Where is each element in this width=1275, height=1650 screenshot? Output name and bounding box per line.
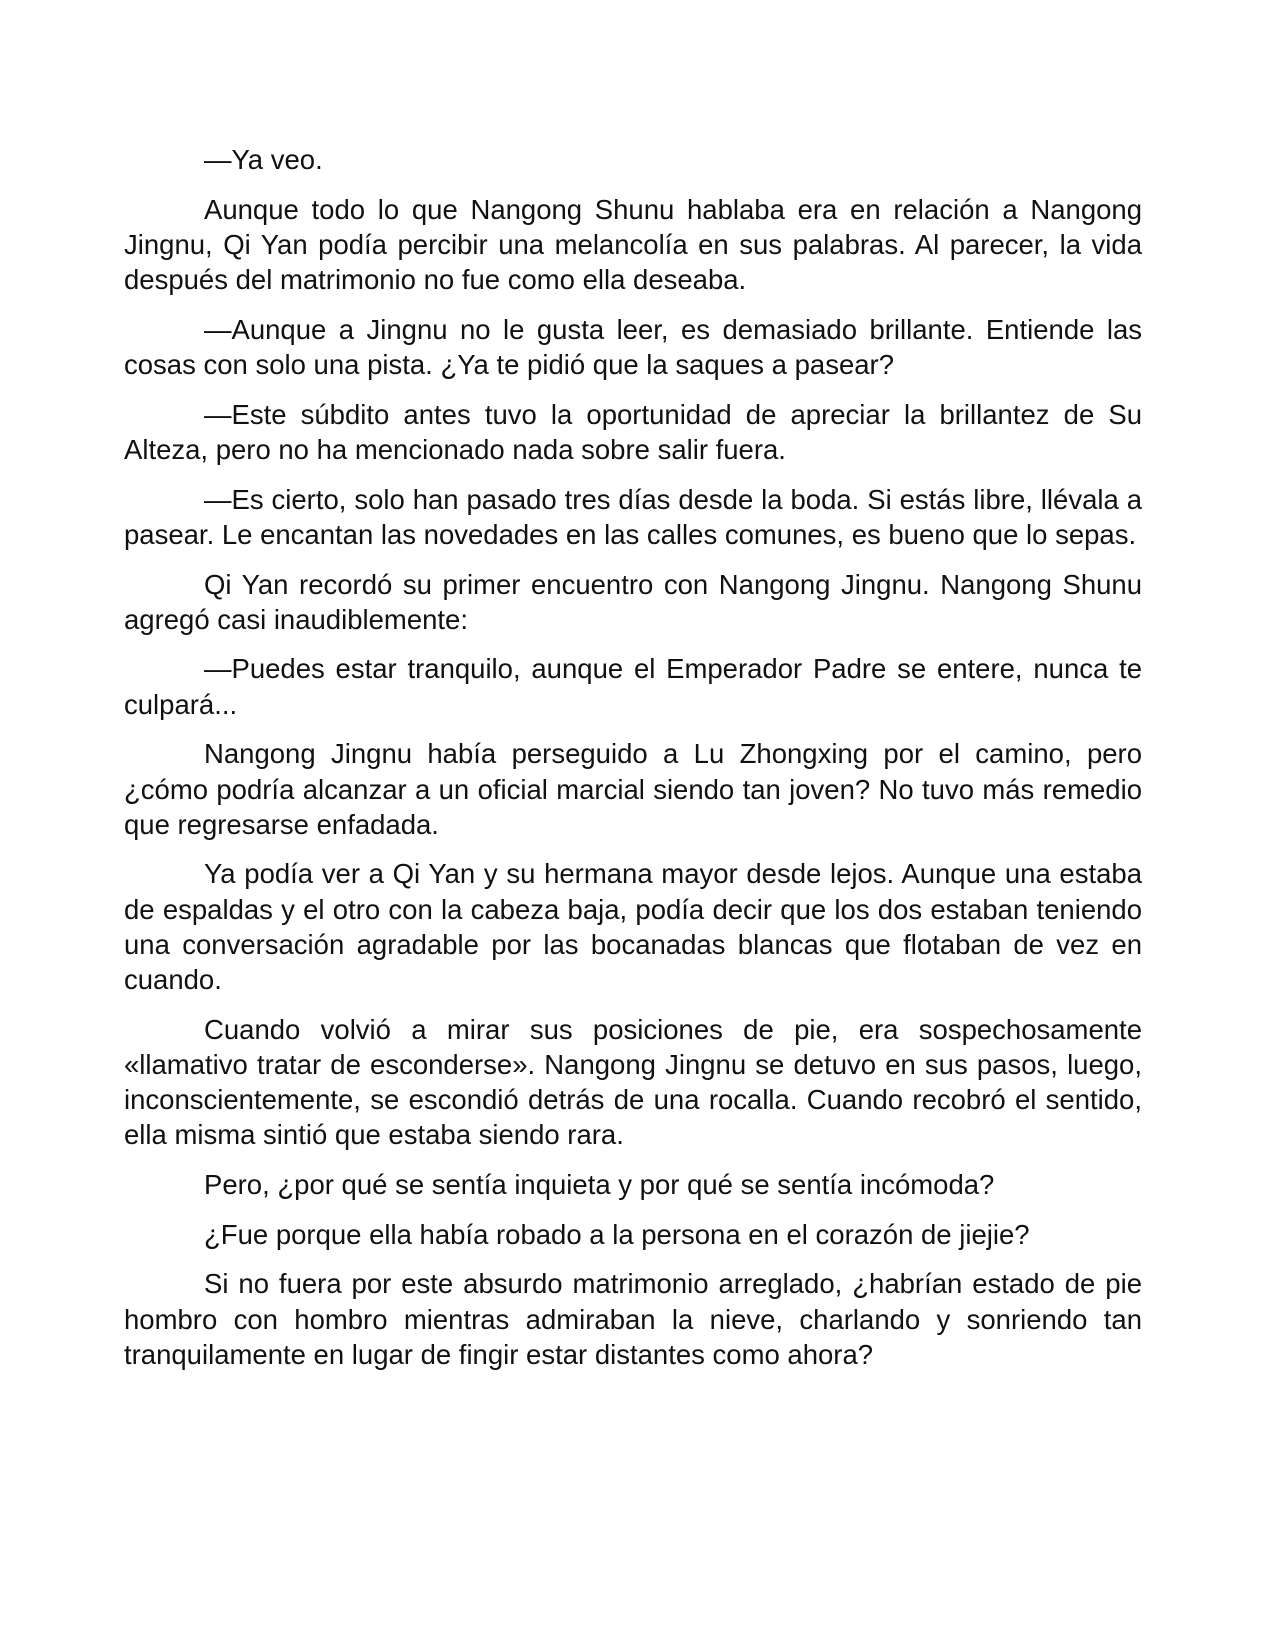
paragraph-5: —Es cierto, solo han pasado tres días desde la boda. Si estás libre, llévala a pasear. Le encantan las novedades en las calles comunes, es bueno que lo sepas. [124, 483, 1142, 550]
paragraph-6: Qi Yan recordó su primer encuentro con Nangong Jingnu. Nangong Shunu agregó casi inaudiblemente: [124, 568, 1142, 635]
paragraph-13: Si no fuera por este absurdo matrimonio arreglado, ¿habrían estado de pie hombro con hombro mientras admiraban la nieve, charlando y sonriendo tan tranquilamente en lugar de fingir estar distantes como ahora? [124, 1268, 1142, 1370]
paragraph-7: —Puedes estar tranquilo, aunque el Emperador Padre se entere, nunca te culpará... [124, 653, 1142, 720]
paragraph-1: —Ya veo. [204, 144, 323, 175]
paragraph-8: Nangong Jingnu había perseguido a Lu Zhongxing por el camino, pero ¿cómo podría alcanzar a un oficial marcial siendo tan joven? No tuvo más remedio que regresarse enfadada. [124, 738, 1142, 840]
paragraph-11: Pero, ¿por qué se sentía inquieta y por qué se sentía incómoda? [204, 1169, 995, 1201]
paragraph-2: Aunque todo lo que Nangong Shunu hablaba era en relación a Nangong Jingnu, Qi Yan podía percibir una melancolía en sus palabras. Al parecer, la vida después del matrimonio no fue como ella deseaba. [124, 193, 1142, 296]
paragraph-4: —Este súbdito antes tuvo la oportunidad de apreciar la brillantez de Su Alteza, pero no ha mencionado nada sobre salir fuera. [124, 398, 1142, 465]
paragraph-10: Cuando volvió a mirar sus posiciones de pie, era sospechosamente «llamativo tratar de esconderse». Nangong Jingnu se detuvo en sus pasos, luego, inconscientemente, se escondió detrás de una rocalla. Cuando recobró el sentido, ella misma sintió que estaba siendo rara. [124, 1013, 1142, 1151]
paragraph-12: ¿Fue porque ella había robado a la persona en el corazón de jiejie? [204, 1218, 1030, 1250]
document-page [124, 142, 1142, 1387]
paragraph-3: —Aunque a Jingnu no le gusta leer, es demasiado brillante. Entiende las cosas con solo una pista. ¿Ya te pidió que la saques a pasear? [124, 313, 1142, 381]
paragraph-9: Ya podía ver a Qi Yan y su hermana mayor desde lejos. Aunque una estaba de espaldas y el otro con la cabeza baja, podía decir que los dos estaban teniendo una conversación agradable por las bocanadas blancas que flotaban de vez en cuando. [124, 858, 1142, 996]
